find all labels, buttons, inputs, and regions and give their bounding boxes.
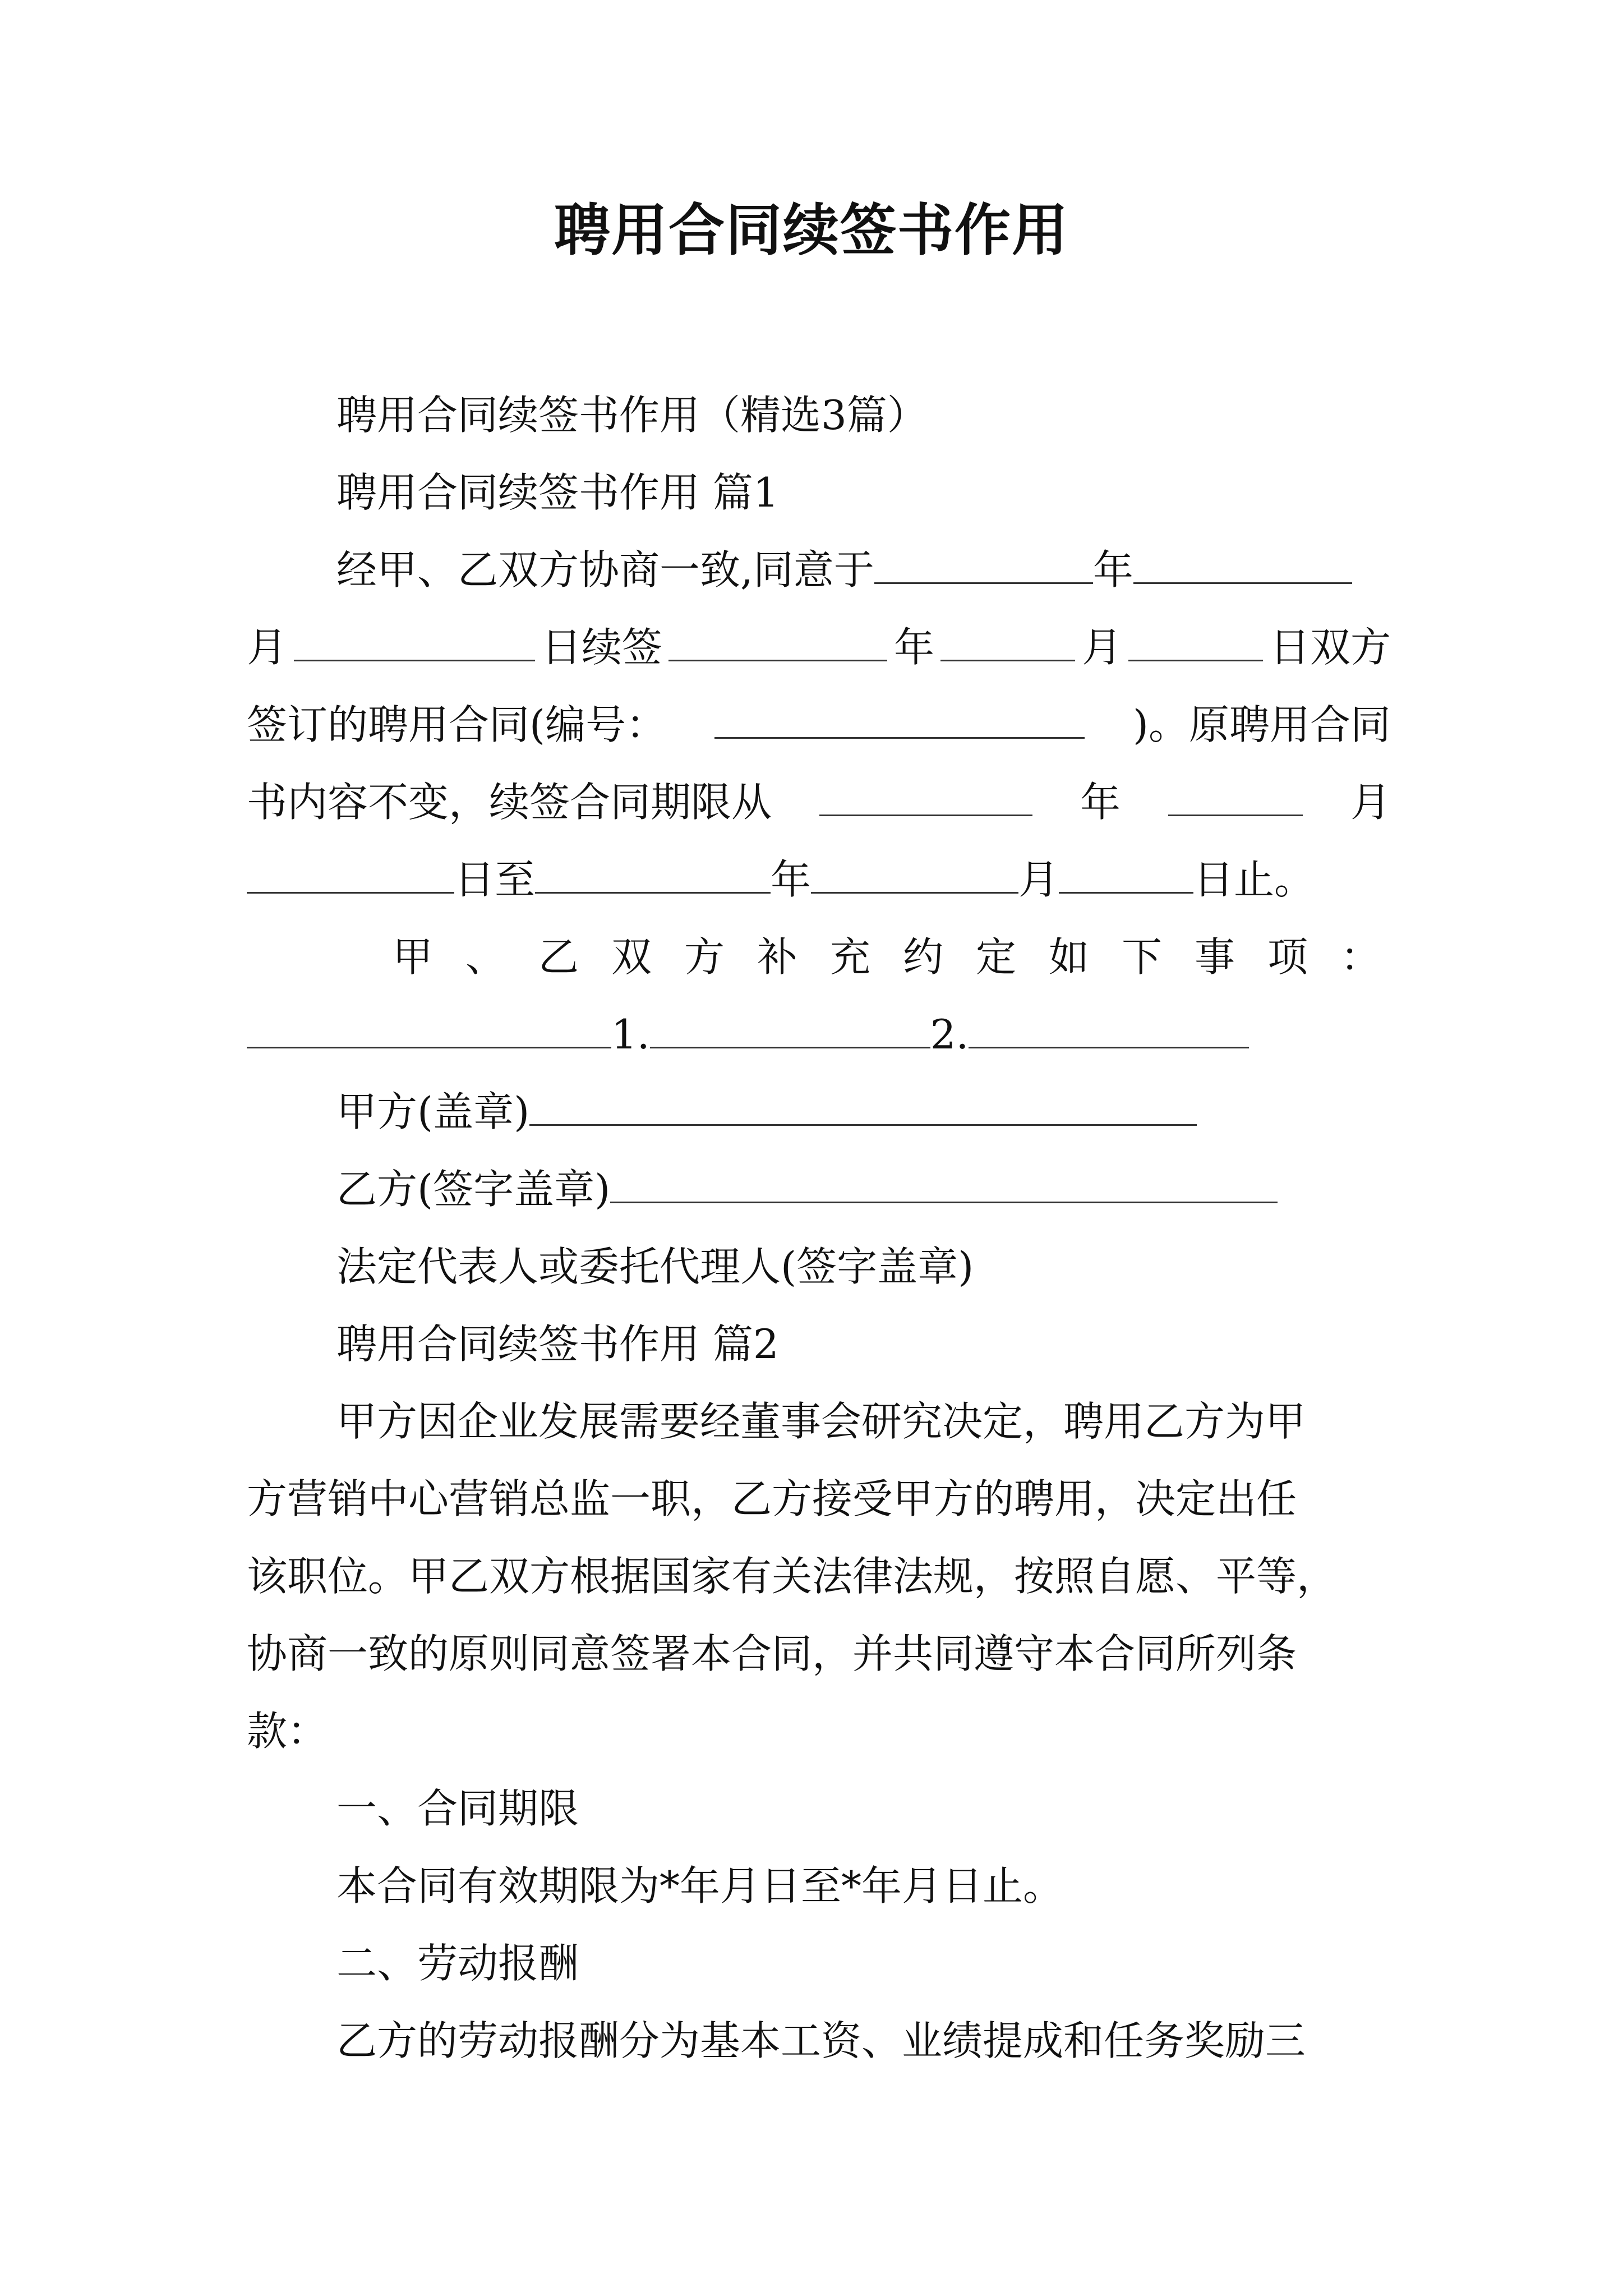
signature-party-a (336, 1084, 1391, 1140)
item-number: 2. (930, 1011, 969, 1058)
section2-heading: 二、劳动报酬 (336, 1940, 579, 1987)
text-span: 月 (1081, 624, 1122, 671)
blank-field (650, 1014, 930, 1048)
blank-field (247, 859, 454, 894)
legal-representative-line: 法定代表人或委托代理人(签字盖章) (336, 1243, 974, 1290)
blank-field (1128, 627, 1263, 661)
part1-p1-line5 (247, 852, 1391, 908)
part2-p1-line4: 协商一致的原则同意签署本合同，并共同遵守本合同所列条 (247, 1630, 1297, 1677)
blank-field (811, 859, 1018, 894)
text-span: 年 (1080, 779, 1121, 826)
blank-field (1059, 859, 1193, 894)
item-number: 1. (611, 1011, 650, 1058)
text-span: 日至 (454, 856, 536, 903)
text-span: 年 (771, 856, 811, 903)
signature-party-b (336, 1161, 1391, 1217)
blank-field (819, 782, 1032, 816)
text-span: 日止。 (1193, 856, 1315, 903)
part1-p2-line2 (247, 1006, 1391, 1062)
part2-p1-line5: 款： (247, 1708, 328, 1755)
text-span: 年 (893, 624, 934, 671)
document-title: 聘用合同续签书作用 (554, 197, 1069, 263)
blank-field (1133, 550, 1352, 584)
section1-heading: 一、合同期限 (336, 1785, 579, 1832)
part2-heading: 聘用合同续签书作用 篇2 (336, 1320, 779, 1368)
text-span: 书内容不变，续签合同期限从 (247, 779, 772, 826)
blank-field (294, 627, 535, 661)
section1-text: 本合同有效期限为*年月日至*年月日止。 (336, 1862, 1064, 1910)
part2-p1-line1: 甲方因企业发展需要经董事会研究决定，聘用乙方为甲 (336, 1398, 1306, 1445)
part1-heading: 聘用合同续签书作用 篇1 (336, 469, 779, 516)
text-span: 年 (1092, 546, 1133, 593)
blank-field (874, 550, 1093, 584)
part1-p1-line1 (336, 542, 1391, 598)
text-span: 签订的聘用合同(编号： (247, 701, 667, 748)
part1-p1-line2 (247, 619, 1391, 675)
part2-p1-line3: 该职位。甲乙双方根据国家有关法律法规，按照自愿、平等， (247, 1553, 1338, 1600)
blank-field (668, 627, 887, 661)
signature-blank (529, 1092, 1197, 1126)
text-span: 日续签 (541, 624, 662, 671)
blank-field (969, 1014, 1249, 1048)
part1-p1-line3 (247, 697, 1391, 753)
section2-text: 乙方的劳动报酬分为基本工资、业绩提成和任务奖励三 (336, 2017, 1306, 2064)
text-span: 日双方 (1269, 624, 1391, 671)
part1-p2-line1: 甲、乙双方补充约定如下事项： (393, 933, 1414, 981)
text-span: )。原聘用合同 (1132, 701, 1391, 748)
part1-p1-line4 (247, 774, 1391, 830)
text-span: 经甲、乙双方协商一致,同意于 (336, 546, 874, 593)
blank-field (1168, 782, 1303, 816)
intro-line: 聘用合同续签书作用（精选3篇） (336, 392, 928, 439)
signature-label: 乙方(签字盖章) (336, 1166, 611, 1213)
text-span: 月 (1350, 779, 1391, 826)
blank-field (940, 627, 1075, 661)
signature-label: 甲方(盖章) (336, 1088, 530, 1135)
signature-blank (610, 1169, 1278, 1203)
blank-field (247, 1014, 611, 1048)
blank-field (714, 705, 1085, 739)
part2-p1-line2: 方营销中心营销总监一职，乙方接受甲方的聘用，决定出任 (247, 1475, 1297, 1522)
blank-field (535, 859, 771, 894)
text-span: 月 (247, 624, 288, 671)
text-span: 月 (1018, 856, 1059, 903)
